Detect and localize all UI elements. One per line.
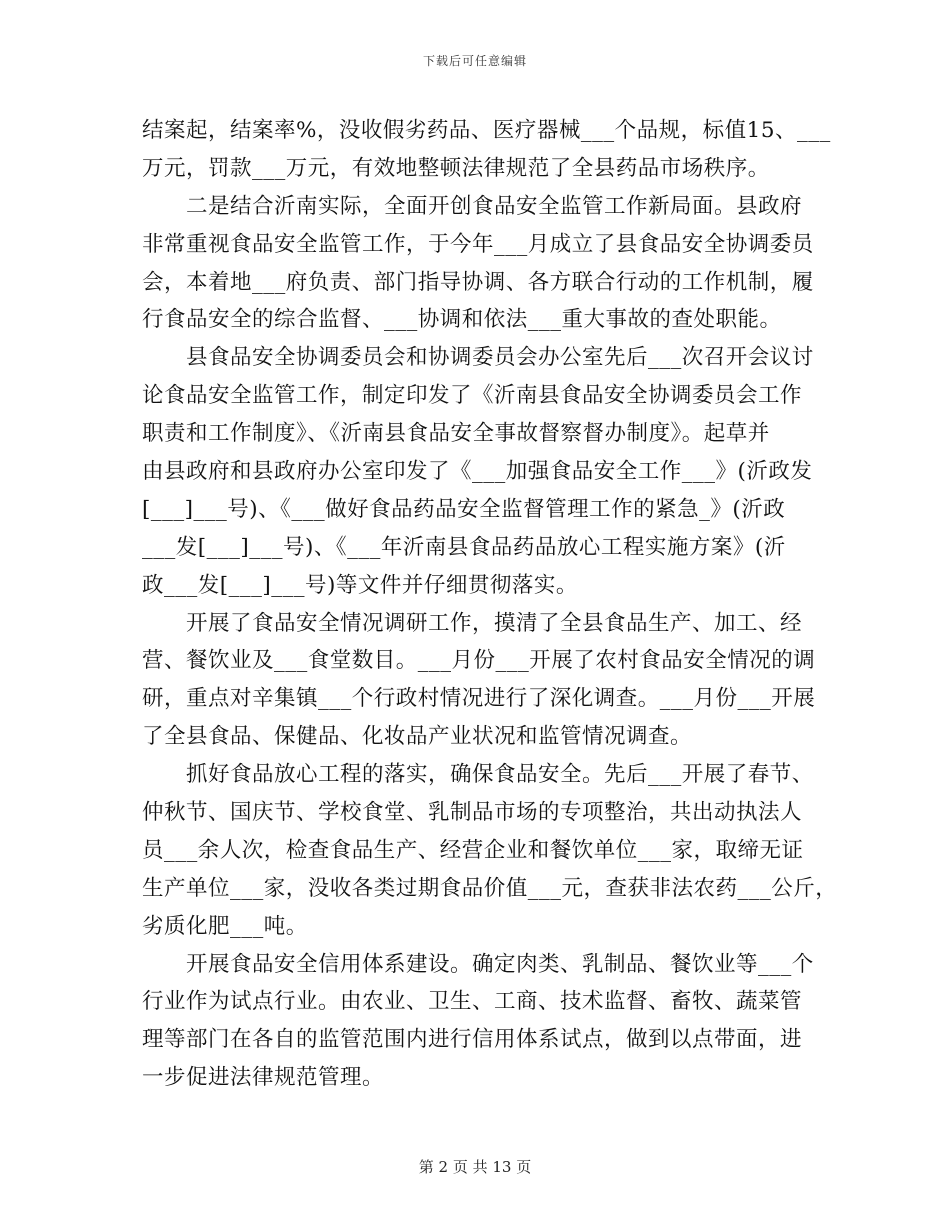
text-line: 一步促进法律规范管理。 [142,1065,385,1091]
text-line: 开展食品安全信用体系建设。确定肉类、乳制品、餐饮业等___个 [186,951,814,977]
text-line: 结案起，结案率%，没收假劣药品、医疗器械___个品规，标值15、___ [142,118,831,143]
paragraph-1 [142,112,831,188]
text-line: 论食品安全监管工作，制定印发了《沂南县食品安全协调委员会工作 [142,383,803,409]
text-line: 营、餐饮业及___食堂数目。___月份___开展了农村食品安全情况的调 [142,648,816,674]
text-line: 行业作为试点行业。由农业、卫生、工商、技术监督、畜牧、蔬菜管 [142,989,803,1015]
text-line: 抓好食品放心工程的落实，确保食品安全。先后___开展了春节、 [186,762,814,788]
text-line: 了全县食品、保健品、化妆品产业状况和监管情况调查。 [142,724,693,750]
text-line: 开展了食品安全情况调研工作，摸清了全县食品生产、加工、经 [186,610,803,636]
page-footer: 第 2 页 共 13 页 [418,1158,532,1176]
text-line: 职责和工作制度》、《沂南县食品安全事故督察督办制度》。起草并 [142,421,770,447]
text-line: 劣质化肥___吨。 [142,913,308,939]
text-line: 二是结合沂南实际，全面开创食品安全监管工作新局面。县政府 [186,193,803,219]
text-line: 研，重点对辛集镇___个行政村情况进行了深化调查。___月份___开展 [142,686,816,712]
paragraph-5 [142,756,838,945]
text-line: 由县政府和县政府办公室印发了《___加强食品安全工作___》(沂政发 [142,459,813,485]
text-line: 会，本着地___府负责、部门指导协调、各方联合行动的工作机制，履 [142,269,814,295]
text-line: 万元，罚款___万元，有效地整顿法律规范了全县药品市场秩序。 [142,155,770,181]
text-line: 理等部门在各自的监管范围内进行信用体系试点，做到以点带面，进 [142,1027,803,1053]
paragraph-2 [142,188,812,340]
text-line: 生产单位___家，没收各类过期食品价值___元，查获非法农药___公斤， [142,875,838,901]
text-line: 员___余人次，检查食品生产、经营企业和餐饮单位___家，取缔无证 [142,837,804,863]
text-line: 政___发[___]___号)等文件并仔细贯彻落实。 [142,572,578,598]
document-body [142,112,838,1097]
text-line: ___发[___]___号)、《___年沂南县食品药品放心工程实施方案》(沂 [142,534,786,560]
page-header: 下载后可任意编辑 [422,54,527,68]
text-line: 仲秋节、国庆节、学校食堂、乳制品市场的专项整治，共出动执法人 [142,800,803,826]
text-line: 县食品安全协调委员会和协调委员会办公室先后___次召开会议讨 [186,345,814,371]
paragraph-3 [142,339,812,604]
paragraph-4 [142,605,816,757]
text-line: 行食品安全的综合监督、___协调和依法___重大事故的查处职能。 [142,307,782,333]
paragraph-6 [142,946,812,1098]
text-line: [___]___号)、《___做好食品药品安全监督管理工作的紧急_》(沂政 [142,496,786,522]
text-line: 非常重视食品安全监管工作，于今年___月成立了县食品安全协调委员 [142,231,814,257]
